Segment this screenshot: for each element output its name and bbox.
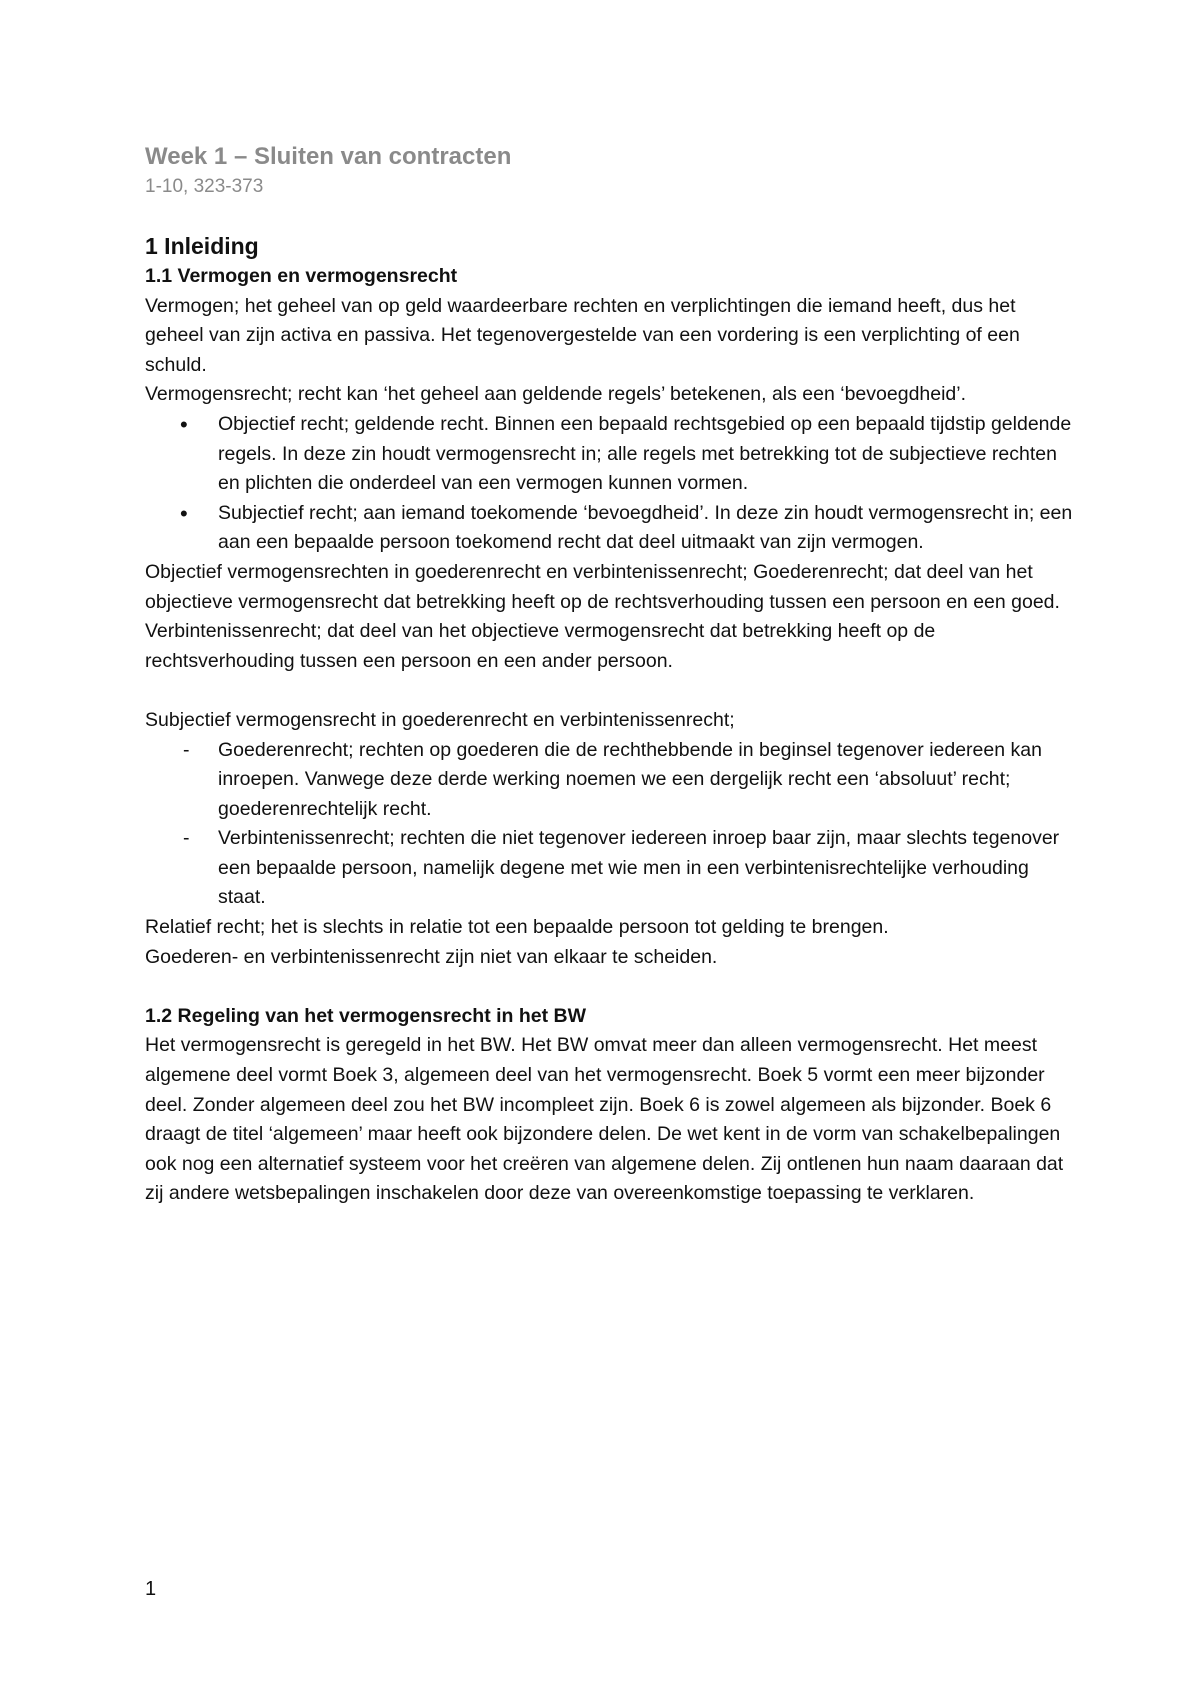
- list-item: • Objectief recht; geldende recht. Binnen een bepaald rechtsgebied op een bepaald tijdstip geldende regels. In deze zin houdt vermogensrecht in; alle regels met betrekking tot de subjectieve rechten en plichten die onderdeel van een vermogen kunnen vormen.: [145, 410, 1075, 499]
- dash-list: [145, 736, 1075, 914]
- paragraph: Subjectief vermogensrecht in goederenrecht en verbintenissenrecht;: [145, 708, 735, 731]
- list-item: - Goederenrecht; rechten op goederen die de rechthebbende in beginsel tegenover iedereen kan inroepen. Vanwege deze derde werking noemen we een dergelijk recht een ‘absoluut’ recht; goederenrechtelijk recht.: [145, 736, 1075, 825]
- paragraph: Relatief recht; het is slechts in relatie tot een bepaalde persoon tot gelding te brengen.: [145, 916, 889, 939]
- list-item: • Subjectief recht; aan iemand toekomende ‘bevoegdheid’. In deze zin houdt vermogensrecht in; een aan een bepaalde persoon toekomend recht dat deel uitmaakt van zijn vermogen.: [145, 499, 1075, 558]
- list-item: - Verbintenissenrecht; rechten die niet tegenover iedereen inroep baar zijn, maar slechts tegenover een bepaalde persoon, namelijk degene met wie men in een verbintenisrechtelijke verhouding staat.: [145, 824, 1075, 913]
- document-page: [145, 140, 1075, 1209]
- paragraph: Objectief vermogensrechten in goederenrecht en verbintenissenrecht; Goederenrecht; dat deel van het objectieve vermogensrecht dat betrekking heeft op de rechtsverhouding tussen een persoon en een goed.: [145, 560, 1060, 613]
- subsection-heading: 1.1 Vermogen en vermogensrecht: [145, 265, 458, 287]
- spacer: [145, 972, 1075, 1002]
- section-heading: 1 Inleiding: [145, 233, 259, 259]
- paragraph: Vermogen; het geheel van op geld waardeerbare rechten en verplichtingen die iemand heeft, dus het geheel van zijn activa en passiva. Het tegenovergestelde van een vordering is een verplichting of een schuld.: [145, 294, 1020, 376]
- page-number: 1: [145, 1578, 157, 1600]
- paragraph: Goederen- en verbintenissenrecht zijn niet van elkaar te scheiden.: [145, 945, 718, 968]
- document-title: Week 1 – Sluiten van contracten: [145, 143, 512, 170]
- paragraph: Verbintenissenrecht; dat deel van het objectieve vermogensrecht dat betrekking heeft op de rechtsverhouding tussen een persoon en een ander persoon.: [145, 620, 936, 672]
- spacer: [145, 676, 1075, 706]
- bullet-list: [145, 410, 1075, 558]
- subsection-heading: 1.2 Regeling van het vermogensrecht in het BW: [145, 1004, 587, 1027]
- paragraph: Vermogensrecht; recht kan ‘het geheel aan geldende regels’ betekenen, als een ‘bevoegdheid’.: [145, 383, 967, 406]
- paragraph: Het vermogensrecht is geregeld in het BW. Het BW omvat meer dan alleen vermogensrecht. Het meest algemene deel vormt Boek 3, algemeen deel van het vermogensrecht. Boek 5 vormt een meer bijzonder deel. Zonder algemeen deel zou het BW incompleet zijn. Boek 6 is zowel algemeen als bijzonder. Boek 6 draagt de titel ‘algemeen’ maar heeft ook bijzondere delen. De wet kent in de vorm van schakelbepalingen ook nog een alternatief systeem voor het creëren van algemene delen. Zij ontlenen hun naam daaraan dat zij andere wetsbepalingen inschakelen door deze van overeenkomstige toepassing te verklaren.: [145, 1034, 1064, 1205]
- document-subtitle: 1-10, 323-373: [145, 176, 264, 197]
